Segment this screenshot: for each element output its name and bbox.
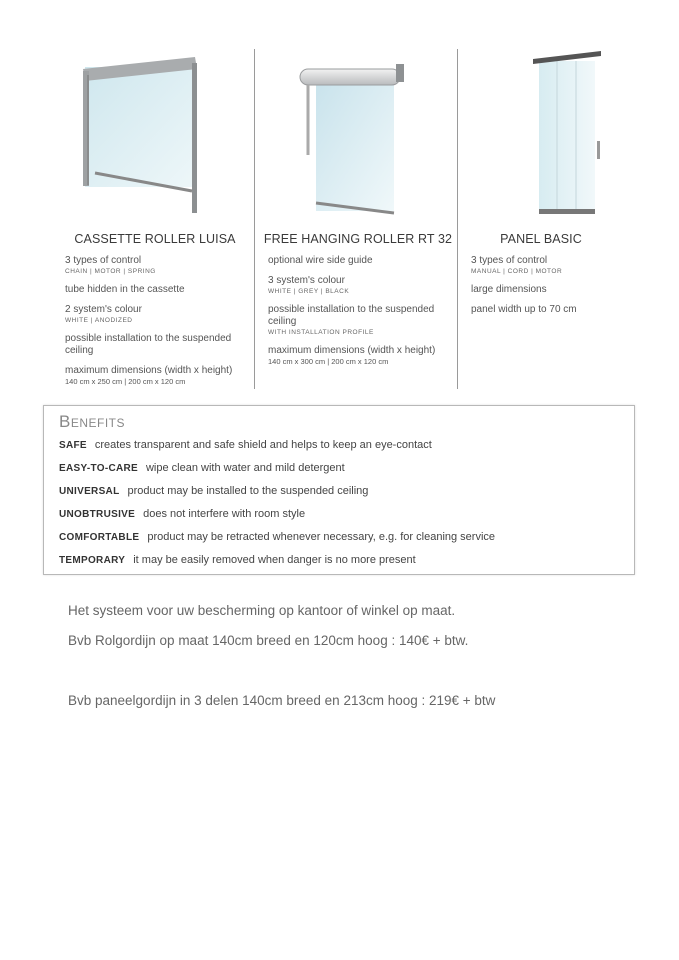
free-hanging-roller-illustration (258, 45, 458, 220)
benefits-box (43, 405, 635, 575)
benefit-text: wipe clean with water and mild detergent (145, 462, 345, 474)
benefit-row (59, 462, 345, 474)
benefits-title: Benefits (59, 412, 126, 431)
product-panel-basic (461, 45, 621, 395)
spec-item: optional wire side guide (268, 255, 373, 266)
spec-item: 3 system's colour WHITE | GREY | BLACK (268, 275, 350, 295)
spec-item: possible installation to the suspended ceiling (65, 333, 232, 356)
spec-item: possible installation to the suspended ceiling WITH INSTALLATION PROFILE (268, 304, 435, 336)
column-divider (254, 49, 255, 389)
product-specs (268, 255, 454, 375)
benefit-row (59, 485, 368, 497)
spec-item: 3 types of control CHAIN | MOTOR | SPRING (65, 255, 156, 275)
benefit-text: product may be installed to the suspended ceiling (127, 485, 369, 497)
benefit-text: product may be retracted whenever necessary, e.g. for cleaning service (147, 531, 496, 543)
product-specs (471, 255, 617, 324)
benefit-text: it may be easily removed when danger is no more present (133, 554, 416, 566)
benefit-key: UNIVERSAL (59, 486, 120, 497)
cassette-roller-illustration (55, 45, 255, 220)
note-price-roller: Bvb Rolgordijn op maat 140cm breed en 120cm hoog : 140€ + btw. (68, 633, 469, 648)
spec-item: large dimensions (471, 284, 547, 295)
product-title: CASSETTE ROLLER LUISA (74, 232, 236, 246)
note-price-panel: Bvb paneelgordijn in 3 delen 140cm breed en 213cm hoog : 219€ + btw (68, 693, 496, 708)
panel-basic-illustration (461, 45, 621, 220)
spec-item: maximum dimensions (width x height) 140 cm x 250 cm | 200 cm x 120 cm (65, 365, 233, 386)
benefit-key: EASY-TO-CARE (59, 463, 138, 474)
spec-item: panel width up to 70 cm (471, 304, 577, 315)
spec-item: maximum dimensions (width x height) 140 cm x 300 cm | 200 cm x 120 cm (268, 345, 436, 366)
benefit-row (59, 439, 432, 451)
product-cassette-roller-luisa (55, 45, 255, 395)
benefit-key: UNOBTRUSIVE (59, 509, 136, 520)
benefit-key: TEMPORARY (59, 555, 126, 566)
benefit-key: COMFORTABLE (59, 532, 140, 543)
spec-item: tube hidden in the cassette (65, 284, 185, 295)
benefit-row (59, 531, 495, 543)
product-specs (65, 255, 251, 395)
benefit-row (59, 508, 305, 520)
column-divider (457, 49, 458, 389)
product-title: PANEL BASIC (500, 232, 582, 246)
note-text: Het systeem voor uw bescherming op kantoor of winkel op maat. (68, 603, 456, 618)
benefit-text: does not interfere with room style (143, 508, 306, 520)
product-overview (55, 45, 615, 395)
product-title: FREE HANGING ROLLER RT 32 (263, 232, 453, 246)
spec-item: 3 types of control MANUAL | CORD | MOTOR (471, 255, 563, 275)
benefit-text: creates transparent and safe shield and helps to keep an eye-contact (94, 439, 432, 451)
product-free-hanging-roller-rt32 (258, 45, 458, 395)
benefit-row (59, 554, 416, 566)
benefit-key: SAFE (59, 440, 87, 451)
spec-item: 2 system's colour WHITE | ANODIZED (65, 304, 142, 324)
